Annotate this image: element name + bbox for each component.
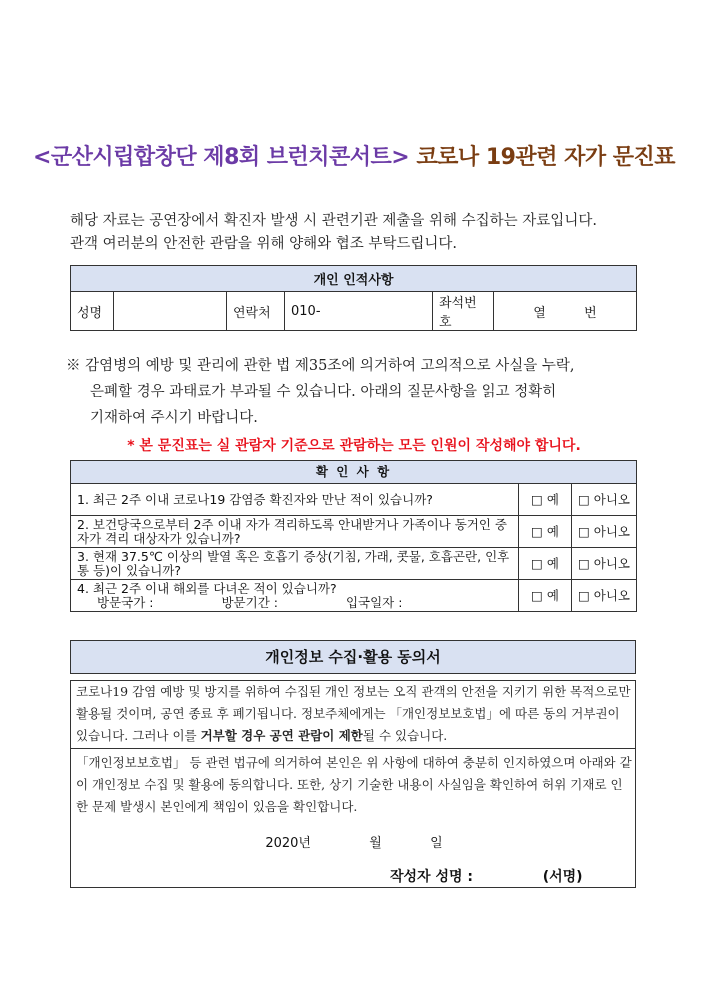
question-text: 3. 현재 37.5℃ 이상의 발열 혹은 호흡기 증상(기침, 가래, 콧물, 호흡곤란, 인후통 등)이 있습니까? xyxy=(71,548,519,580)
consent-divider xyxy=(70,748,636,749)
question-row xyxy=(71,548,637,580)
question-text: 2. 보건당국으로부터 2주 이내 자가 격리하도록 안내받거나 가족이나 동거인 중 자가 격리 대상자가 있습니까? xyxy=(71,516,519,548)
intro-line-2: 관객 여러분의 안전한 관람을 위해 양해와 협조 부탁드립니다. xyxy=(70,236,458,252)
consent-paragraph-2: 「개인정보보호법」 등 관련 법규에 의거하여 본인은 위 사항에 대하여 충분히 인지하였으며 아래와 같이 개인정보 수집 및 활용에 동의합니다. 또한, 상기 기술한 내용이 사실임을 확인하여 허위 기재로 인한 문제 발생시 본인에게 책임이 있음을 확인합니다. xyxy=(76,755,632,814)
personal-info-header: 개인 인적사항 xyxy=(71,266,637,292)
sign-label[interactable]: (서명) xyxy=(542,869,583,885)
name-label: 성명 xyxy=(71,292,114,331)
no-checkbox[interactable]: □ 아니오 xyxy=(571,548,636,580)
name-field[interactable] xyxy=(114,292,227,331)
no-checkbox[interactable]: □ 아니오 xyxy=(571,580,636,612)
date-year[interactable]: 2020년 xyxy=(265,836,311,851)
question-row xyxy=(71,580,637,612)
consent-text-bold: 거부할 경우 공연 관람이 제한 xyxy=(200,728,363,743)
contact-label: 연락처 xyxy=(227,292,285,331)
entry-date-label[interactable]: 입국일자 : xyxy=(345,594,403,610)
intro-text xyxy=(70,210,597,256)
question-row xyxy=(71,484,637,516)
question-text: 1. 최근 2주 이내 코로나19 감염증 확진자와 만난 적이 있습니까? xyxy=(71,484,519,516)
question-travel-cell xyxy=(71,580,519,612)
title-form: 코로나 19관련 자가 문진표 xyxy=(416,145,676,170)
yes-checkbox[interactable]: □ 예 xyxy=(518,516,571,548)
no-checkbox[interactable]: □ 아니오 xyxy=(571,516,636,548)
contact-field[interactable]: 010- xyxy=(285,292,433,331)
required-notice: * 본 문진표는 실 관람자 기준으로 관람하는 모든 인원이 작성해야 합니다. xyxy=(127,438,581,454)
intro-line-1: 해당 자료는 공연장에서 확진자 발생 시 관련기관 제출을 위해 수집하는 자료입니다. xyxy=(70,213,597,229)
yes-checkbox[interactable]: □ 예 xyxy=(518,548,571,580)
seat-label: 좌석번호 xyxy=(433,292,494,331)
notice-line-3: 기재하여 주시기 바랍니다. xyxy=(90,410,258,426)
signature-line xyxy=(390,866,583,886)
seat-field[interactable] xyxy=(494,292,637,331)
notice-line-1: ※ 감염병의 예방 및 관리에 관한 법 제35조에 의거하여 고의적으로 사실을 누락, xyxy=(66,358,575,374)
question-row xyxy=(71,516,637,548)
date-day[interactable]: 일 xyxy=(430,836,443,851)
visit-country-label[interactable]: 방문국가 : xyxy=(97,594,154,610)
signer-label[interactable]: 작성자 성명 : xyxy=(390,869,473,885)
no-checkbox[interactable]: □ 아니오 xyxy=(571,484,636,516)
questions-table xyxy=(70,460,637,612)
yes-checkbox[interactable]: □ 예 xyxy=(518,484,571,516)
page-title xyxy=(0,140,708,171)
questions-header: 확 인 사 항 xyxy=(71,461,637,484)
personal-info-table xyxy=(70,265,637,331)
consent-date xyxy=(0,832,708,851)
seat-row-label: 열 xyxy=(533,305,546,321)
date-month[interactable]: 월 xyxy=(369,836,382,851)
yes-checkbox[interactable]: □ 예 xyxy=(518,580,571,612)
visit-period-label[interactable]: 방문기간 : xyxy=(221,594,278,610)
notice-line-2: 은폐할 경우 과태료가 부과될 수 있습니다. 아래의 질문사항을 읽고 정확히 xyxy=(90,384,557,400)
seat-num-label: 번 xyxy=(584,305,597,321)
question-text: 4. 최근 2주 이내 해외를 다녀온 적이 있습니까? xyxy=(77,580,337,596)
consent-text-c: 될 수 있습니다. xyxy=(362,728,448,743)
consent-text-a: 코로나19 감염 예방 및 방지를 위하여 수집된 개인 정보는 오직 관객의 안전을 지키기 위한 목적으로만 활용될 것이며, 공연 종료 후 폐기됩니다. 정보주체에게는 「개인정보보호법」에 따른 동의 거부권이 있습니다. 그러나 이를 xyxy=(76,684,631,743)
consent-header: 개인정보 수집·활용 동의서 xyxy=(70,640,636,674)
consent-paragraph-1 xyxy=(76,681,632,747)
title-concert: <군산시립합창단 제8회 브런치콘서트> xyxy=(32,145,410,170)
legal-notice xyxy=(66,353,646,431)
